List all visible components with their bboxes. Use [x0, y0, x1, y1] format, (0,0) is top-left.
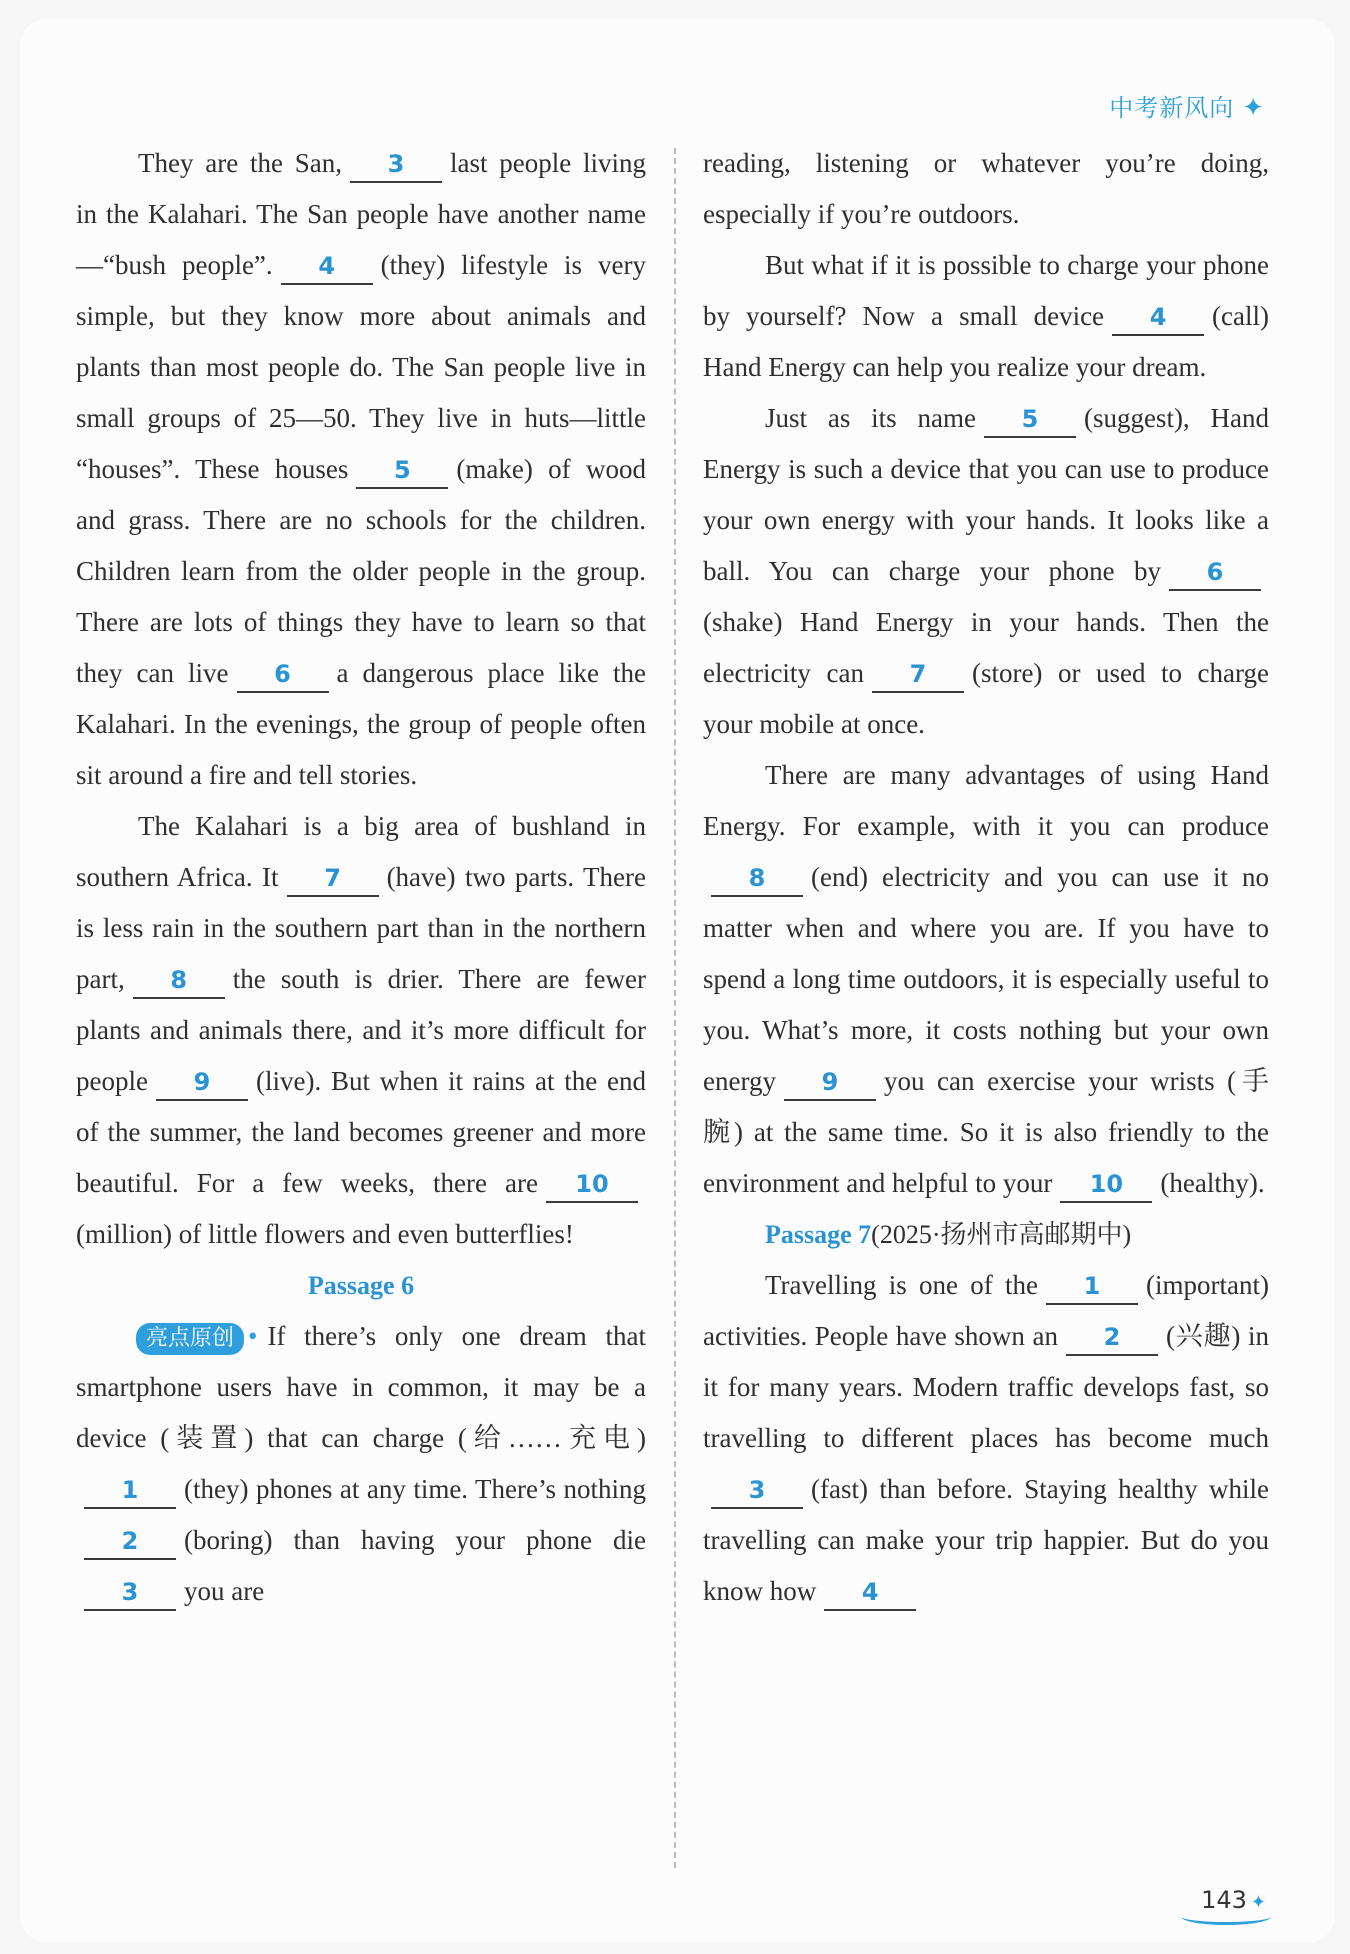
brand-text: 中考新风向 [1109, 94, 1235, 122]
text: (have) two parts. There is less rain in the southern part than in the northern part, [76, 862, 647, 994]
text: But what if it is possible to charge your phone by yourself? Now a small device [703, 250, 1269, 331]
text: (boring) than having your phone die [184, 1525, 646, 1555]
text: (they) phones at any time. There’s nothing [184, 1474, 646, 1504]
answer-blank-1[interactable]: 1 [1046, 1269, 1138, 1305]
text: (important) activities. People have shown an [703, 1270, 1269, 1351]
text: (live). But when it rains at the end of the summer, the land becomes greener and more beautiful. For a few weeks, there are [76, 1066, 646, 1198]
paragraph-kalahari [76, 801, 646, 1260]
text: reading, listening or whatever you’re doing, especially if you’re outdoors. [703, 148, 1269, 229]
text: (store) or used to charge your mobile at once. [703, 658, 1270, 739]
passage-7-title [703, 1209, 1269, 1260]
answer-blank-3[interactable]: 3 [711, 1473, 803, 1509]
answer-blank-4[interactable]: 4 [824, 1575, 916, 1611]
answer-blank-3[interactable]: 3 [84, 1575, 176, 1611]
series-brand [1109, 88, 1265, 123]
star-icon: ✦ [1250, 1892, 1266, 1913]
text: (suggest), Hand Energy is such a device that you can use to produce your own energy with your hands. It looks like a ball. You can charge your phone by [703, 403, 1269, 586]
text: the south is drier. There are fewer plants and animals there, and it’s more difficult for people [76, 964, 646, 1096]
paragraph-san-people [76, 138, 646, 801]
answer-blank-10[interactable]: 10 [546, 1167, 638, 1203]
answer-blank-4[interactable]: 4 [1112, 300, 1204, 336]
original-highlight-tag: 亮点原创 [136, 1323, 244, 1355]
answer-blank-9[interactable]: 9 [156, 1065, 248, 1101]
answer-blank-6[interactable]: 6 [237, 657, 329, 693]
answer-blank-9[interactable]: 9 [784, 1065, 876, 1101]
answer-blank-2[interactable]: 2 [84, 1524, 176, 1560]
answer-blank-8[interactable]: 8 [133, 963, 225, 999]
paragraph-smartphone [76, 1311, 646, 1617]
answer-blank-6[interactable]: 6 [1169, 555, 1261, 591]
paragraph-advantages [703, 750, 1269, 1209]
answer-blank-7[interactable]: 7 [287, 861, 379, 897]
answer-blank-4[interactable]: 4 [281, 249, 373, 285]
text: If there’s only one dream that smartphone users have in common, it may be a device (装置) that can charge (给……充电) [76, 1321, 646, 1453]
text: (call) Hand Energy can help you realize your dream. [703, 301, 1269, 382]
page-number-text: 143 [1201, 1886, 1247, 1914]
paragraph-travelling [703, 1260, 1269, 1617]
right-column [703, 138, 1269, 1617]
answer-blank-1[interactable]: 1 [84, 1473, 176, 1509]
answer-blank-10[interactable]: 10 [1060, 1167, 1152, 1203]
answer-blank-2[interactable]: 2 [1066, 1320, 1158, 1356]
text: (make) of wood and grass. There are no schools for the children. Children learn from the older people in the group. There are lots of things they have to learn so that they can live [76, 454, 646, 688]
text: (healthy). [1160, 1168, 1265, 1198]
page-number-arc [1181, 1908, 1271, 1925]
sparkle-icon: ✦ [1242, 93, 1265, 123]
text: (end) electricity and you can use it no matter when and where you are. If you have to spend a long time outdoors, it is especially useful to you. What’s more, it costs nothing but your own energy [703, 862, 1269, 1096]
paragraph-charge-phone [703, 240, 1269, 393]
text: (they) lifestyle is very simple, but they know more about animals and plants than most people do. The San people live in small groups of 25—50. They live in huts—little “houses”. These houses [76, 250, 646, 484]
text: They are the San, [138, 148, 342, 178]
text: you are [184, 1576, 265, 1606]
answer-blank-8[interactable]: 8 [711, 861, 803, 897]
column-divider [674, 148, 676, 1868]
text: last people living in the Kalahari. The San people have another name—“bush people”. [76, 148, 647, 280]
left-column [76, 138, 646, 1617]
passage-7-source: (2025·扬州市高邮期中) [871, 1220, 1132, 1249]
answer-blank-5[interactable]: 5 [984, 402, 1076, 438]
text: Travelling is one of the [765, 1270, 1039, 1300]
page-number [1201, 1886, 1266, 1914]
text: Just as its name [765, 403, 976, 433]
answer-blank-7[interactable]: 7 [872, 657, 964, 693]
text: (million) of little flowers and even butterflies! [76, 1219, 574, 1249]
text: (fast) than before. Staying healthy while travelling can make your trip happier. But do you know how [703, 1474, 1269, 1606]
text: you can exercise your wrists (手腕) at the same time. So it is also friendly to the environment and helpful to your [703, 1066, 1269, 1198]
answer-blank-5[interactable]: 5 [356, 453, 448, 489]
text: The Kalahari is a big area of bushland in southern Africa. It [76, 811, 646, 892]
passage-7-label: Passage 7 [765, 1220, 872, 1249]
passage-6-title: Passage 6 [307, 1271, 415, 1300]
text: (shake) Hand Energy in your hands. Then the electricity can [703, 607, 1269, 688]
text: There are many advantages of using Hand Energy. For example, with it you can produce [703, 760, 1269, 841]
paragraph-continuation [703, 138, 1269, 240]
text: (兴趣) in it for many years. Modern traffic develops fast, so travelling to different places has become much [703, 1321, 1269, 1453]
tag-dot-icon: • [248, 1321, 258, 1351]
text: a dangerous place like the Kalahari. In the evenings, the group of people often sit around a fire and tell stories. [76, 658, 646, 790]
paragraph-hand-energy [703, 393, 1269, 750]
answer-blank-3[interactable]: 3 [350, 147, 442, 183]
